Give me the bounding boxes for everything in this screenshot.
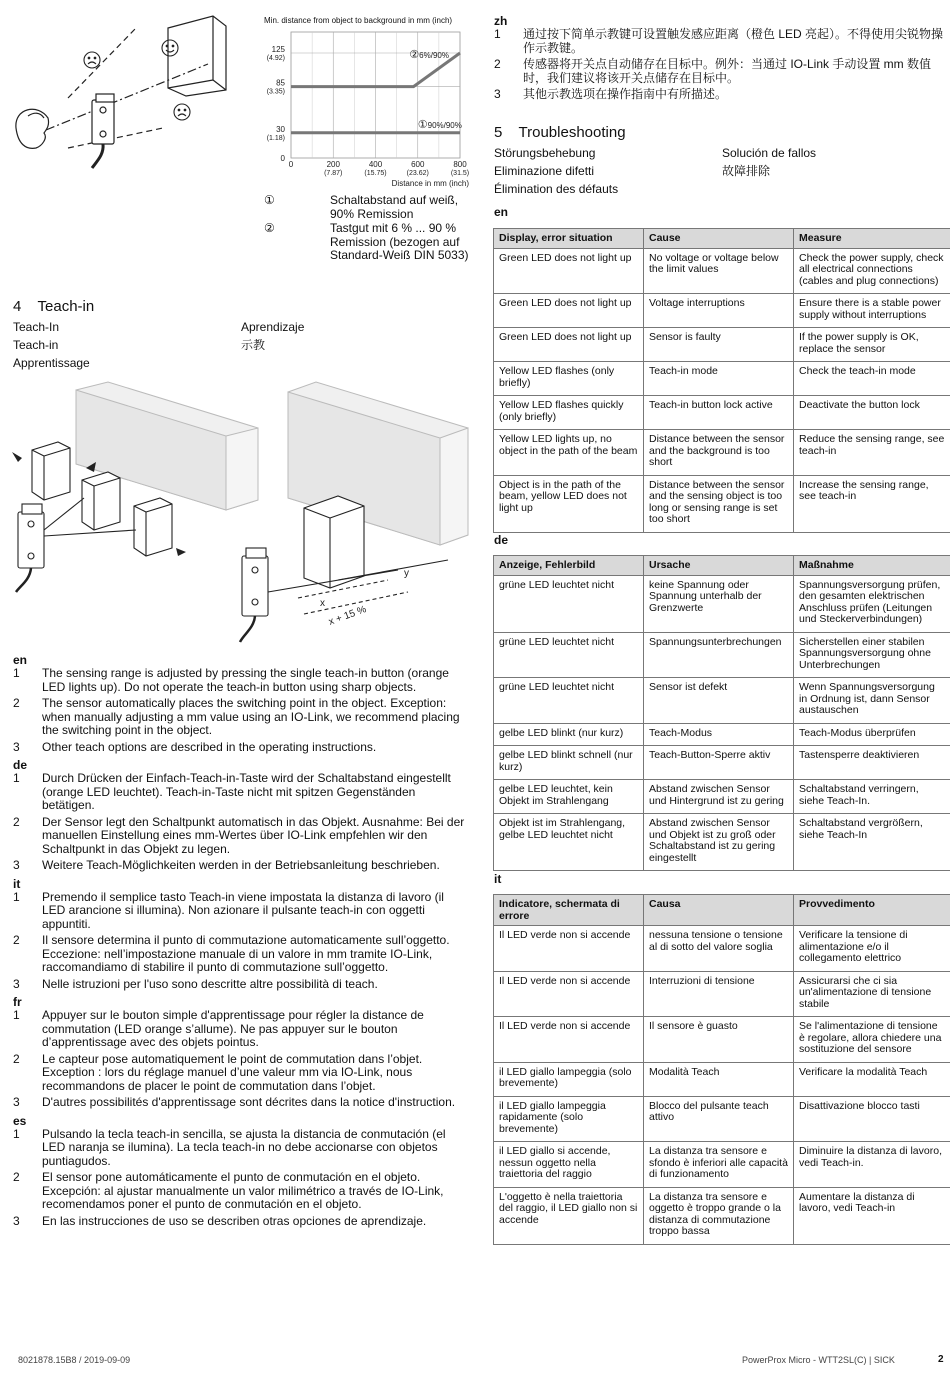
column-header: Causa [644, 895, 794, 926]
table-cell: Il LED verde non si accende [494, 971, 644, 1017]
table-cell: Verificare la modalità Teach [794, 1062, 950, 1096]
table-cell: Teach-Modus überprüfen [794, 723, 950, 746]
table-cell: Assicurarsi che ci sia un'alimentazione di tensione stabile [794, 971, 950, 1017]
table-row [494, 632, 950, 678]
table-cell: Schaltabstand verringern, siehe Teach-In. [794, 780, 950, 814]
name-fr: Apprentissage [13, 356, 90, 370]
table-cell: Il LED verde non si accende [494, 1017, 644, 1063]
table-row [494, 971, 950, 1017]
x-tick-sublabel: (31.5) [450, 170, 470, 177]
steps-de [13, 772, 470, 873]
table-cell: Yellow LED flashes (only briefly) [494, 362, 644, 396]
table-cell: Reduce the sensing range, see teach-in [794, 430, 950, 476]
step-item: 2 Der Sensor legt den Schaltpunkt automatisch in das Objekt. Ausnahme: Bei der manuellen Einstellung eines mm-Wertes über IO-Link empfehlen wir den Schaltpunkt in das Objekt zu legen. [13, 814, 465, 856]
table-cell: Se l'alimentazione di tensione è regolare, allora chiedere una sostituzione del sensore [794, 1017, 950, 1063]
table-row [494, 430, 950, 476]
column-header: Indicatore, schermata di errore [494, 895, 644, 926]
x-tick-label: 800 [453, 160, 467, 169]
series-marker: ① [417, 118, 428, 131]
y-tick-sublabel: (4.92) [266, 55, 285, 62]
table-cell: Object is in the path of the beam, yellow LED does not light up [494, 475, 644, 532]
table-cell: Voltage interruptions [644, 294, 794, 328]
table-cell: Teach-in mode [644, 362, 794, 396]
sensor-background-illustration [8, 8, 250, 180]
step-item: 3 Nelle istruzioni per l'uso sono descritte altre possibilità di teach. [13, 976, 378, 991]
x-tick-label: 600 [411, 160, 425, 169]
step-item: 1 Appuyer sur le bouton simple d'apprentissage pour régler la distance de commutation (LED orange s’allume). Ne pas appuyer sur le bouton d’apprentissage avec des objets pointus. [13, 1008, 424, 1049]
table-cell: Green LED does not light up [494, 294, 644, 328]
table-cell: Blocco del pulsante teach attivo [644, 1096, 794, 1142]
table-row [494, 1142, 950, 1188]
step-item: 3 En las instrucciones de uso se describen otras opciones de aprendizaje. [13, 1213, 427, 1228]
name-zh: 示教 [241, 338, 266, 352]
legend-item-2 [264, 222, 474, 263]
table-cell: Sicherstellen einer stabilen Spannungsversorgung ohne Unterbrechungen [794, 632, 950, 678]
x-tick-label: 0 [288, 160, 294, 169]
name-de: Störungsbehebung [494, 146, 596, 160]
steps-fr [13, 1009, 470, 1110]
section-5-names-right [722, 144, 816, 180]
steps-it [13, 891, 470, 992]
name-it: Teach-in [13, 338, 59, 352]
table-cell: Il sensore è guasto [644, 1017, 794, 1063]
table-header-row [494, 895, 950, 926]
lang-tag-it: it [13, 876, 21, 891]
section-5-heading [494, 124, 626, 141]
table-cell: Abstand zwischen Sensor und Hintergrund ist zu gering [644, 780, 794, 814]
step-item: 1 通过按下简单示教键可设置触发感应距离（橙色 LED 亮起）。不得使用尖锐物操作示教键。 [494, 27, 944, 55]
table-cell: L'oggetto è nella traiettoria del raggio, il LED giallo non si accende [494, 1187, 644, 1244]
section-number: 5 [494, 124, 503, 141]
table-row [494, 780, 950, 814]
table-cell: Distance between the sensor and the sensing object is too long or sensing range is set too short [644, 475, 794, 532]
name-de: Teach-In [13, 320, 60, 334]
step-item: 2 The sensor automatically places the switching point in the object. Exception: when manually adjusting a mm value using an IO-Link, we recommend placing the switching point in the object. [13, 696, 460, 737]
name-it: Eliminazione difetti [494, 164, 595, 178]
table-row [494, 1017, 950, 1063]
column-header: Measure [794, 229, 950, 249]
table-row [494, 926, 950, 972]
table-cell: gelbe LED blinkt schnell (nur kurz) [494, 746, 644, 780]
column-header: Display, error situation [494, 229, 644, 249]
lang-tag-en-table: en [494, 205, 509, 219]
section-title: Teach-in [37, 298, 95, 315]
step-item: 3 D'autres possibilités d'apprentissage sont décrites dans la notice d'instruction. [13, 1095, 456, 1109]
column-header: Anzeige, Fehlerbild [494, 556, 644, 576]
lang-tag-de-table: de [494, 533, 509, 547]
table-cell: Teach-Button-Sperre aktiv [644, 746, 794, 780]
legend-text: Schaltabstand auf weiß, 90% Remission [330, 193, 459, 221]
table-cell: Abstand zwischen Sensor und Objekt ist zu groß oder Schaltabstand ist zu gering eingestellt [644, 814, 794, 871]
legend-number: ① [264, 193, 275, 207]
table-row [494, 328, 950, 362]
table-cell: Spannungsversorgung prüfen, den gesamten elektrischen Anschluss prüfen (Leitungen und Steckerverbindungen) [794, 575, 950, 632]
lang-tag-it-table: it [494, 872, 502, 886]
troubleshooting-table-en [493, 228, 950, 533]
legend-number: ② [264, 221, 275, 235]
teach-in-instructions-zh [494, 14, 949, 105]
step-item: 2 传感器将开关点自动储存在目标中。例外：当通过 IO-Link 手动设置 mm 数值时，我们建议将该开关点储存在目标中。 [494, 57, 932, 85]
step-item: 3 Other teach options are described in the operating instructions. [13, 739, 377, 754]
y-tick-label: 125 [271, 45, 285, 54]
table-cell: Verificare la tensione di alimentazione e/o il collegamento elettrico [794, 926, 950, 972]
table-cell: No voltage or voltage below the limit values [644, 248, 794, 294]
lang-tag-en: en [13, 653, 28, 667]
table-cell: Sensor is faulty [644, 328, 794, 362]
table-cell: La distanza tra sensore e sfondo è inferiori alle capacità di funzionamento [644, 1142, 794, 1188]
table-row [494, 575, 950, 632]
table-cell: Deactivate the button lock [794, 396, 950, 430]
series-label [418, 119, 462, 131]
series-name: 6%/90% [419, 51, 449, 60]
step-item: 1 Pulsando la tecla teach-in sencilla, se ajusta la distancia de conmutación (el LED naranja se ilumina). La tecla teach-in no debe accionarse con objetos puntiagudos. [13, 1126, 446, 1168]
table-cell: il LED giallo lampeggia rapidamente (solo brevemente) [494, 1096, 644, 1142]
table-row [494, 1187, 950, 1244]
steps-es [13, 1128, 470, 1229]
footer-doc-number: 8021878.15B8 / 2019-09-09 [18, 1355, 131, 1365]
step-item: 2 Il sensore determina il punto di commutazione automaticamente sull’oggetto. Eccezione: nell’impostazione manuale di un valore in mm tramite IO-Link, raccomandiamo di stabilire il punto di commutazione sull’oggetto. [13, 933, 450, 974]
lang-tag-es: es [13, 1113, 27, 1128]
table-cell: Green LED does not light up [494, 248, 644, 294]
table-row [494, 294, 950, 328]
table-cell: Yellow LED lights up, no object in the path of the beam [494, 430, 644, 476]
table-cell: Schaltabstand vergrößern, siehe Teach-In [794, 814, 950, 871]
table-cell: Modalità Teach [644, 1062, 794, 1096]
table-cell: Wenn Spannungsversorgung in Ordnung ist, dann Sensor austauschen [794, 678, 950, 724]
table-cell: Spannungsunterbrechungen [644, 632, 794, 678]
column-header: Provvedimento [794, 895, 950, 926]
table-cell: Tastensperre deaktivieren [794, 746, 950, 780]
table-cell: grüne LED leuchtet nicht [494, 632, 644, 678]
footer-product: PowerProx Micro - WTT2SL(C) | SICK [742, 1355, 895, 1365]
name-es: Aprendizaje [241, 320, 305, 334]
table-row [494, 678, 950, 724]
step-item: 3 其他示教选项在操作指南中有所描述。 [494, 87, 728, 101]
teach-in-illustration [8, 380, 473, 650]
section-4-heading [13, 298, 94, 315]
step-item: 1 Premendo il semplice tasto Teach-in viene impostata la distanza di lavoro (il LED arancione si illumina). Non azionare il pulsante teach-in con oggetti appuntiti. [13, 889, 444, 931]
table-cell: La distanza tra sensore e oggetto è troppo grande o la distanza di commutazione troppo bassa [644, 1187, 794, 1244]
table-row [494, 396, 950, 430]
table-cell: gelbe LED blinkt (nur kurz) [494, 723, 644, 746]
teach-in-instructions [13, 653, 470, 1231]
table-row [494, 362, 950, 396]
table-cell: grüne LED leuchtet nicht [494, 678, 644, 724]
y-tick-sublabel: (1.18) [266, 134, 285, 142]
y-tick-sublabel: (3.35) [266, 88, 285, 96]
table-cell: il LED giallo lampeggia (solo brevemente) [494, 1062, 644, 1096]
table-cell: gelbe LED leuchtet, kein Objekt im Strahlengang [494, 780, 644, 814]
section-title: Troubleshooting [518, 124, 626, 141]
name-zh: 故障排除 [722, 164, 771, 178]
table-cell: Il LED verde non si accende [494, 926, 644, 972]
table-cell: Aumentare la distanza di lavoro, vedi Teach-in [794, 1187, 950, 1244]
name-es: Solución de fallos [722, 146, 817, 160]
step-item: 1 The sensing range is adjusted by pressing the single teach-in button (orange LED lights up). Do not operate the teach-in button using sharp objects. [13, 666, 449, 694]
table-header-row [494, 229, 950, 249]
table-cell: Check the teach-in mode [794, 362, 950, 396]
table-row [494, 814, 950, 871]
lang-tag-de: de [13, 758, 28, 772]
table-cell: Green LED does not light up [494, 328, 644, 362]
y-tick-label: 85 [276, 78, 285, 88]
y-tick-label: 30 [276, 124, 285, 134]
table-cell: Teach-Modus [644, 723, 794, 746]
table-cell: Sensor ist defekt [644, 678, 794, 724]
table-cell: Distance between the sensor and the background is too short [644, 430, 794, 476]
step-item: 2 Le capteur pose automatiquement le point de commutation dans l’objet. Exception : lors du réglage manuel d’une valeur mm via IO-Link, nous recommandons de placer le point de commutation dans l’objet. [13, 1051, 423, 1093]
name-fr: Élimination des défauts [494, 182, 619, 196]
table-row [494, 475, 950, 532]
x-range-label: x + 15 % [327, 604, 368, 628]
y-tick-label: 0 [280, 154, 285, 163]
table-row [494, 723, 950, 746]
table-row [494, 746, 950, 780]
x-tick-sublabel: (15.75) [364, 170, 387, 177]
x-tick-label: 400 [368, 160, 383, 169]
table-cell: Increase the sensing range, see teach-in [794, 475, 950, 532]
table-row [494, 1096, 950, 1142]
x-tick-label: 200 [326, 160, 340, 169]
table-cell: If the power supply is OK, replace the sensor [794, 328, 950, 362]
series-name: 90%/90% [427, 120, 462, 130]
lang-tag-zh: zh [494, 14, 508, 28]
x-axis-label: Distance in mm (inch) [391, 179, 469, 188]
step-item: 2 El sensor pone automáticamente el punto de conmutación en el objeto. Excepción: al ajustar manualmente un valor milimétrico a través de IO-Link, recomendamos poner el punto de conmutación en el objeto. [13, 1170, 444, 1211]
x-label: x [320, 598, 325, 609]
steps-en [13, 667, 470, 754]
legend-item-1 [264, 194, 474, 221]
column-header: Ursache [644, 556, 794, 576]
table-cell: Diminuire la distanza di lavoro, vedi Teach-in. [794, 1142, 950, 1188]
table-cell: grüne LED leuchtet nicht [494, 575, 644, 632]
legend-text: Tastgut mit 6 % ... 90 % Remission (bezogen auf Standard-Weiß DIN 5033) [330, 221, 469, 262]
footer-page-number: 2 [938, 1354, 944, 1365]
series-label [409, 49, 449, 61]
chart-legend [264, 194, 474, 263]
table-cell: il LED giallo si accende, nessun oggetto nella traiettoria del raggio [494, 1142, 644, 1188]
lang-tag-fr: fr [13, 995, 22, 1009]
table-cell: nessuna tensione o tensione al di sotto del valore soglia [644, 926, 794, 972]
section-4-names-right [241, 318, 304, 354]
table-cell: Ensure there is a stable power supply without interruptions [794, 294, 950, 328]
y-label: y [404, 568, 409, 579]
column-header: Cause [644, 229, 794, 249]
table-cell: keine Spannung oder Spannung unterhalb der Grenzwerte [644, 575, 794, 632]
troubleshooting-table-it [493, 894, 950, 1245]
step-item: 3 Weitere Teach-Möglichkeiten werden in der Betriebsanleitung beschrieben. [13, 858, 440, 872]
table-cell: Yellow LED flashes quickly (only briefly) [494, 396, 644, 430]
table-row [494, 248, 950, 294]
table-cell: Teach-in button lock active [644, 396, 794, 430]
x-tick-sublabel: (7.87) [324, 170, 343, 177]
section-4-names [13, 318, 90, 372]
section-number: 4 [13, 298, 22, 315]
table-cell: Interruzioni di tensione [644, 971, 794, 1017]
table-cell: Check the power supply, check all electrical connections (cables and plug connections) [794, 248, 950, 294]
steps-zh [494, 28, 949, 102]
column-header: Maßnahme [794, 556, 950, 576]
series-marker: ② [409, 49, 420, 61]
table-cell: Objekt ist im Strahlengang, gelbe LED leuchtet nicht [494, 814, 644, 871]
chart-title: Min. distance from object to background in mm (inch) [264, 16, 453, 25]
table-row [494, 1062, 950, 1096]
x-tick-sublabel: (23.62) [406, 170, 429, 177]
step-item: 1 Durch Drücken der Einfach-Teach-in-Taste wird der Schaltabstand eingestellt (orange LED leuchtet). Teach-in-Taste nicht mit spitzen Gegenständen betätigen. [13, 771, 451, 812]
table-header-row [494, 556, 950, 576]
section-5-names [494, 144, 618, 198]
troubleshooting-table-de [493, 555, 950, 871]
table-cell: Disattivazione blocco tasti [794, 1096, 950, 1142]
distance-chart [255, 26, 475, 194]
